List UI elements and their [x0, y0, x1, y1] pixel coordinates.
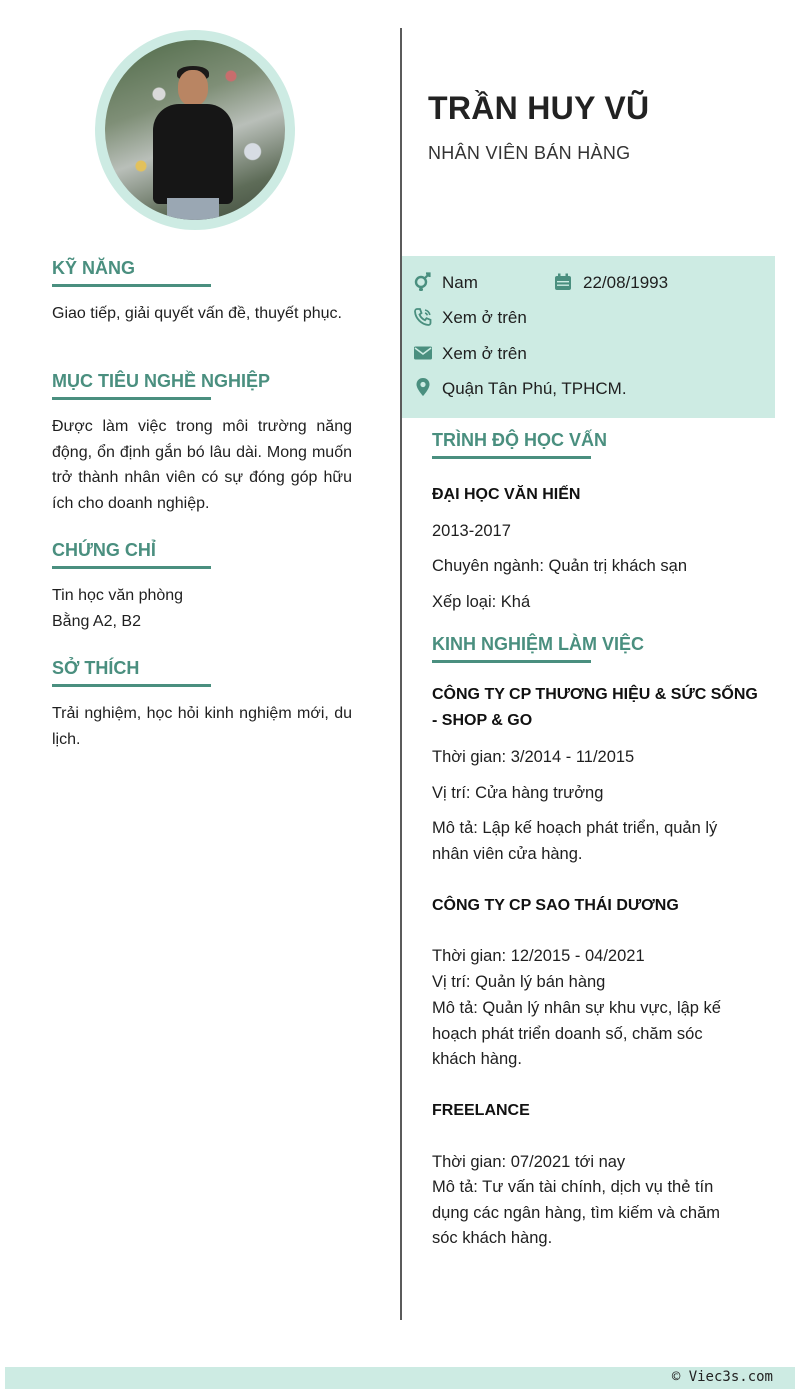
- objective-section: [52, 371, 352, 517]
- calendar-icon: [553, 272, 573, 292]
- dob-value: 22/08/1993: [583, 273, 669, 292]
- phone-value: Xem ở trên: [442, 308, 527, 327]
- hobbies-underline: [52, 684, 211, 687]
- skills-text: Giao tiếp, giải quyết vấn đề, thuyết phục.: [52, 305, 342, 322]
- job-position: Vị trí: Cửa hàng trưởng: [432, 784, 604, 802]
- education-section: [432, 430, 607, 459]
- experience-section: [432, 634, 644, 663]
- certificates-underline: [52, 566, 211, 569]
- phone-icon: [413, 307, 433, 327]
- avatar-body: [153, 104, 233, 204]
- location-icon: [413, 377, 433, 397]
- job-company: CÔNG TY CP SAO THÁI DƯƠNG: [432, 897, 679, 914]
- address-value: Quận Tân Phú, TPHCM.: [442, 379, 627, 398]
- hobbies-section: [52, 658, 352, 752]
- footer-bar: [5, 1367, 795, 1389]
- experience-underline: [432, 660, 591, 663]
- avatar-legs: [167, 198, 219, 220]
- certificates-section: [52, 540, 352, 634]
- objective-title: MỤC TIÊU NGHỀ NGHIỆP: [52, 371, 271, 391]
- avatar-photo: [105, 40, 285, 220]
- candidate-name: TRẦN HUY VŨ: [428, 90, 650, 126]
- job-company: FREELANCE: [432, 1102, 530, 1119]
- avatar-head: [178, 70, 208, 106]
- hobbies-text: Trải nghiệm, học hỏi kinh nghiệm mới, du lịch.: [52, 705, 352, 748]
- email-value: Xem ở trên: [442, 344, 527, 363]
- hobbies-title: SỞ THÍCH: [52, 658, 140, 678]
- gender-value: Nam: [442, 273, 478, 292]
- skills-section: [52, 258, 352, 327]
- objective-underline: [52, 397, 211, 400]
- certificate-item: Tin học văn phòng: [52, 587, 184, 604]
- job-time: Thời gian: 12/2015 - 04/2021: [432, 947, 645, 965]
- job-time: Thời gian: 07/2021 tới nay: [432, 1153, 626, 1171]
- education-title: TRÌNH ĐỘ HỌC VẤN: [432, 430, 607, 450]
- education-underline: [432, 456, 591, 459]
- objective-text: Được làm việc trong môi trường năng động, ổn định gắn bó lâu dài. Mong muốn trở thành nhân viên có sự đóng góp hữu ích cho doanh nghiệp.: [52, 418, 352, 513]
- job-description: Mô tả: Lập kế hoạch phát triển, quản lý nhân viên cửa hàng.: [432, 819, 718, 863]
- job-description: Mô tả: Tư vấn tài chính, dịch vụ thẻ tín dụng các ngân hàng, tìm kiếm và chăm sóc khách hàng.: [432, 1178, 720, 1248]
- skills-underline: [52, 284, 211, 287]
- education-school: ĐẠI HỌC VĂN HIẾN: [432, 486, 581, 503]
- job-position: Vị trí: Quản lý bán hàng: [432, 973, 606, 991]
- certificates-title: CHỨNG CHỈ: [52, 540, 156, 560]
- candidate-role: NHÂN VIÊN BÁN HÀNG: [428, 143, 631, 163]
- job-description: Mô tả: Quản lý nhân sự khu vực, lập kế hoạch phát triển doanh số, chăm sóc khách hàng.: [432, 999, 721, 1069]
- education-grade: Xếp loại: Khá: [432, 593, 531, 611]
- column-divider: [400, 28, 402, 1320]
- education-years: 2013-2017: [432, 522, 511, 540]
- footer-credit: © Viec3s.com: [671, 1369, 773, 1385]
- contact-panel: [402, 256, 775, 418]
- skills-title: KỸ NĂNG: [52, 258, 136, 278]
- job-company: CÔNG TY CP THƯƠNG HIỆU & SỨC SỐNG - SHOP & GO: [432, 686, 758, 729]
- certificate-item: Bằng A2, B2: [52, 612, 141, 630]
- job-time: Thời gian: 3/2014 - 11/2015: [432, 748, 635, 766]
- education-major: Chuyên ngành: Quản trị khách sạn: [432, 557, 688, 575]
- mail-icon: [413, 343, 433, 363]
- experience-title: KINH NGHIỆM LÀM VIỆC: [432, 634, 645, 654]
- gender-icon: [413, 272, 433, 292]
